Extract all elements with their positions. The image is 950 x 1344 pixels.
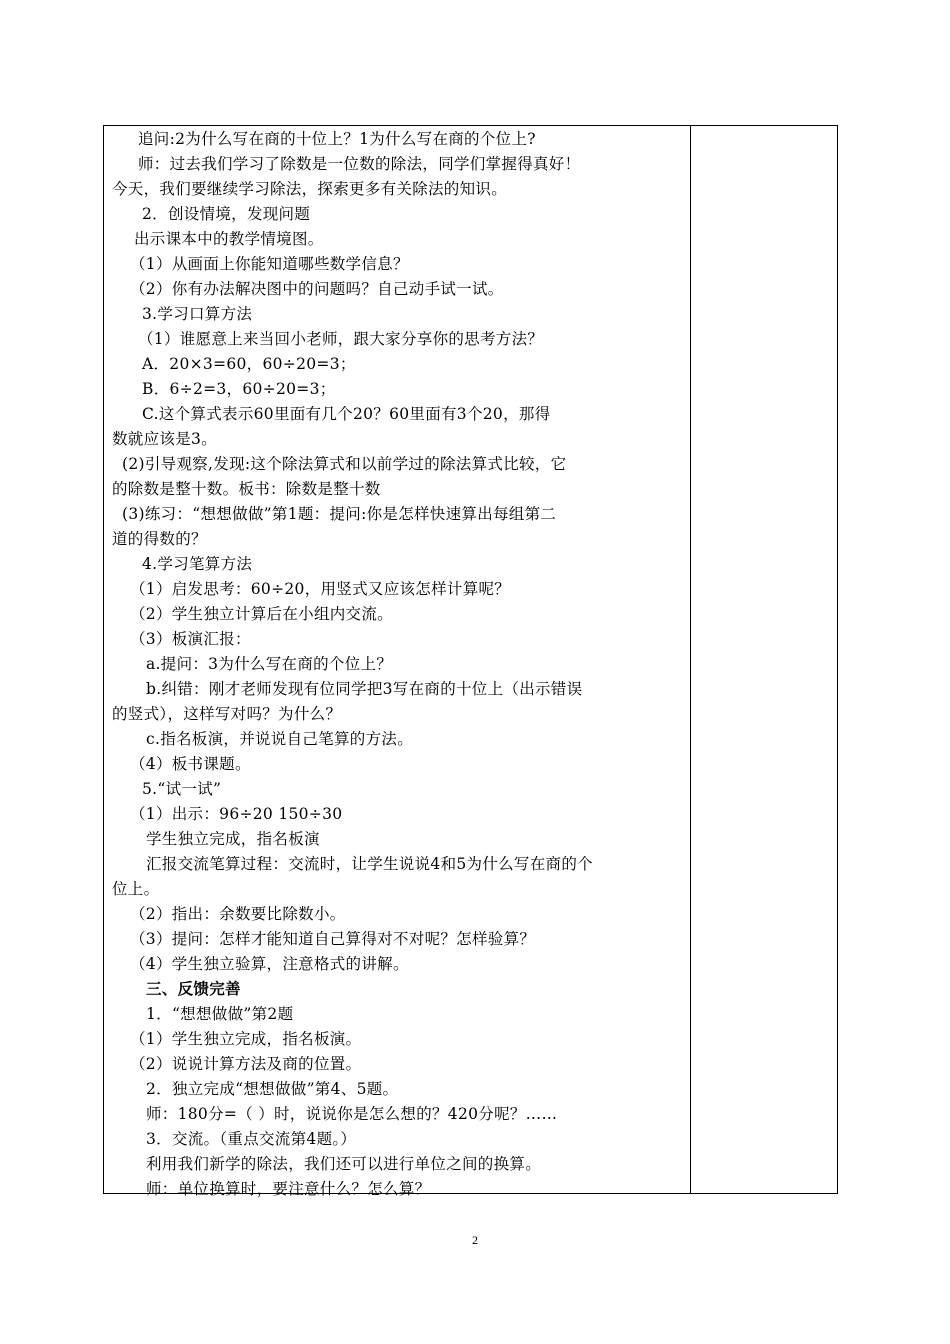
text-line: 3．交流。（重点交流第4题。） bbox=[146, 1130, 357, 1148]
text-line: 出示课本中的教学情境图。 bbox=[134, 230, 324, 248]
text-line: c.指名板演，并说说自己笔算的方法。 bbox=[146, 730, 414, 748]
text-line: 2．创设情境，发现问题 bbox=[142, 205, 311, 223]
text-line: 今天，我们要继续学习除法，探索更多有关除法的知识。 bbox=[112, 180, 508, 198]
text-line: (3)练习：“想想做做”第1题：提问:你是怎样快速算出每组第二 bbox=[122, 505, 557, 523]
text-line: 1．“想想做做”第2题 bbox=[146, 1005, 294, 1023]
text-line: （1）谁愿意上来当回小老师，跟大家分享你的思考方法？ bbox=[138, 330, 544, 348]
text-line: （3）板演汇报： bbox=[130, 630, 251, 648]
text-line: 5.“试一试” bbox=[142, 780, 222, 798]
text-line: （2）你有办法解决图中的问题吗？自己动手试一试。 bbox=[130, 280, 504, 298]
text-line: 师：过去我们学习了除数是一位数的除法，同学们掌握得真好！ bbox=[138, 155, 581, 173]
text-line: 学生独立完成，指名板演 bbox=[146, 830, 320, 848]
text-line: （1）从画面上你能知道哪些数学信息？ bbox=[130, 255, 409, 273]
text-line: （4）学生独立验算，注意格式的讲解。 bbox=[130, 955, 409, 973]
text-line: 道的得数的？ bbox=[112, 530, 207, 548]
text-line: （2）说说计算方法及商的位置。 bbox=[130, 1055, 362, 1073]
section-heading: 三、反馈完善 bbox=[146, 979, 241, 998]
text-line: （1）学生独立完成，指名板演。 bbox=[130, 1030, 362, 1048]
text-line: （2）学生独立计算后在小组内交流。 bbox=[130, 605, 393, 623]
text-line: A．20×3=60，60÷20=3； bbox=[142, 355, 356, 373]
text-line: （1）启发思考：60÷20，用竖式又应该怎样计算呢？ bbox=[130, 580, 511, 598]
text-line: (2)引导观察,发现:这个除法算式和以前学过的除法算式比较，它 bbox=[122, 455, 567, 473]
text-line: 3.学习口算方法 bbox=[142, 305, 253, 323]
text-line: B．6÷2=3，60÷20=3； bbox=[142, 380, 336, 398]
table-column-divider bbox=[690, 125, 691, 1194]
text-line: 数就应该是3。 bbox=[112, 430, 217, 448]
text-line: 的竖式），这样写对吗？为什么？ bbox=[112, 705, 342, 723]
text-line: 利用我们新学的除法，我们还可以进行单位之间的换算。 bbox=[146, 1155, 542, 1173]
text-line: 师：180分=（ ）时，说说你是怎么想的？420分呢？…… bbox=[146, 1105, 558, 1123]
text-line: a.提问：3为什么写在商的个位上？ bbox=[146, 655, 393, 673]
text-line: 师：单位换算时，要注意什么？怎么算？ bbox=[146, 1180, 431, 1198]
text-line: b.纠错：刚才老师发现有位同学把3写在商的十位上（出示错误 bbox=[146, 680, 583, 698]
page-number: 2 bbox=[472, 1233, 478, 1247]
text-line: （4）板书课题。 bbox=[130, 755, 251, 773]
text-line: 汇报交流笔算过程：交流时，让学生说说4和5为什么写在商的个 bbox=[146, 855, 593, 873]
text-line: （2）指出：余数要比除数小。 bbox=[130, 905, 346, 923]
text-line: 的除数是整十数。板书：除数是整十数 bbox=[112, 480, 381, 498]
text-line: C.这个算式表示60里面有几个20？60里面有3个20，那得 bbox=[142, 405, 551, 423]
text-line: 追问:2为什么写在商的十位上？1为什么写在商的个位上? bbox=[138, 130, 536, 148]
text-line: （3）提问：怎样才能知道自己算得对不对呢？怎样验算？ bbox=[130, 930, 536, 948]
text-line: 4.学习笔算方法 bbox=[142, 555, 253, 573]
text-line: 位上。 bbox=[112, 880, 160, 898]
text-line: 2．独立完成“想想做做”第4、5题。 bbox=[146, 1080, 399, 1098]
text-line: （1）出示：96÷20 150÷30 bbox=[130, 805, 343, 823]
